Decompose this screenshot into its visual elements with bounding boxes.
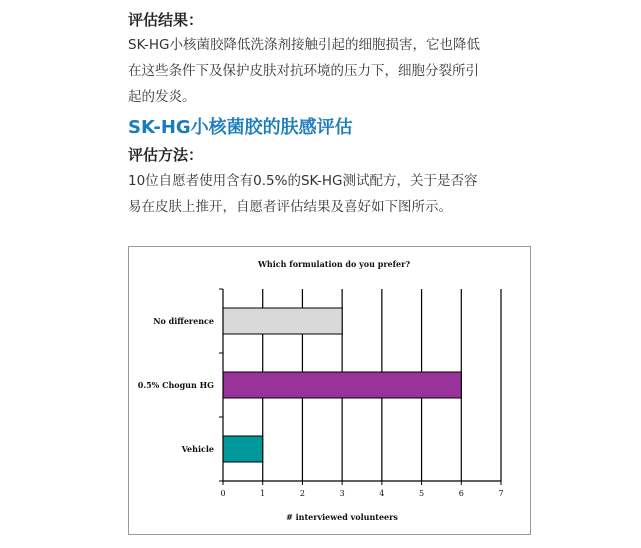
- chart-ticks: [220, 489, 503, 498]
- method-line: 10位自愿者使用含有0.5%的SK-HG测试配方，关于是否容: [128, 173, 478, 189]
- chart-frame: [128, 246, 531, 535]
- results-label: 评估结果：: [128, 11, 204, 29]
- chart-category-labels: [138, 316, 214, 454]
- chart-x-tick-label: 4: [379, 489, 385, 498]
- chart-x-tick-label: 0: [220, 489, 226, 498]
- chart-bar: [223, 372, 461, 398]
- results-line: 起的发炎。: [128, 89, 196, 105]
- chart-x-tick-label: 7: [498, 489, 504, 498]
- method-label: 评估方法：: [128, 146, 204, 164]
- chart-x-tick-label: 2: [299, 489, 305, 498]
- chart-x-tick-label: 3: [339, 489, 345, 498]
- chart-title: Which formulation do you prefer?: [257, 259, 411, 269]
- chart-category-label: Vehicle: [181, 444, 214, 454]
- method-paragraph: [128, 168, 528, 220]
- chart-category-label: 0.5% Chogun HG: [137, 380, 214, 390]
- section-heading: SK-HG小核菌胶的肤感评估: [128, 117, 353, 138]
- chart-category-label: No difference: [153, 316, 214, 326]
- chart-x-tick-label: 1: [260, 489, 266, 498]
- results-line: SK-HG小核菌胶降低洗涤剂接触引起的细胞损害，它也降低: [128, 37, 480, 53]
- chart-bar: [223, 436, 263, 462]
- chart-x-tick-label: 6: [458, 489, 464, 498]
- results-paragraph: [128, 32, 528, 110]
- preference-bar-chart: [129, 247, 530, 534]
- chart-bar: [223, 308, 342, 334]
- chart-x-tick-label: 5: [419, 489, 425, 498]
- results-line: 在这些条件下及保护皮肤对抗环境的压力下，细胞分裂所引: [128, 63, 479, 79]
- chart-x-axis-label: # interviewed volunteers: [286, 512, 398, 522]
- method-line: 易在皮肤上推开，自愿者评估结果及喜好如下图所示。: [128, 199, 452, 215]
